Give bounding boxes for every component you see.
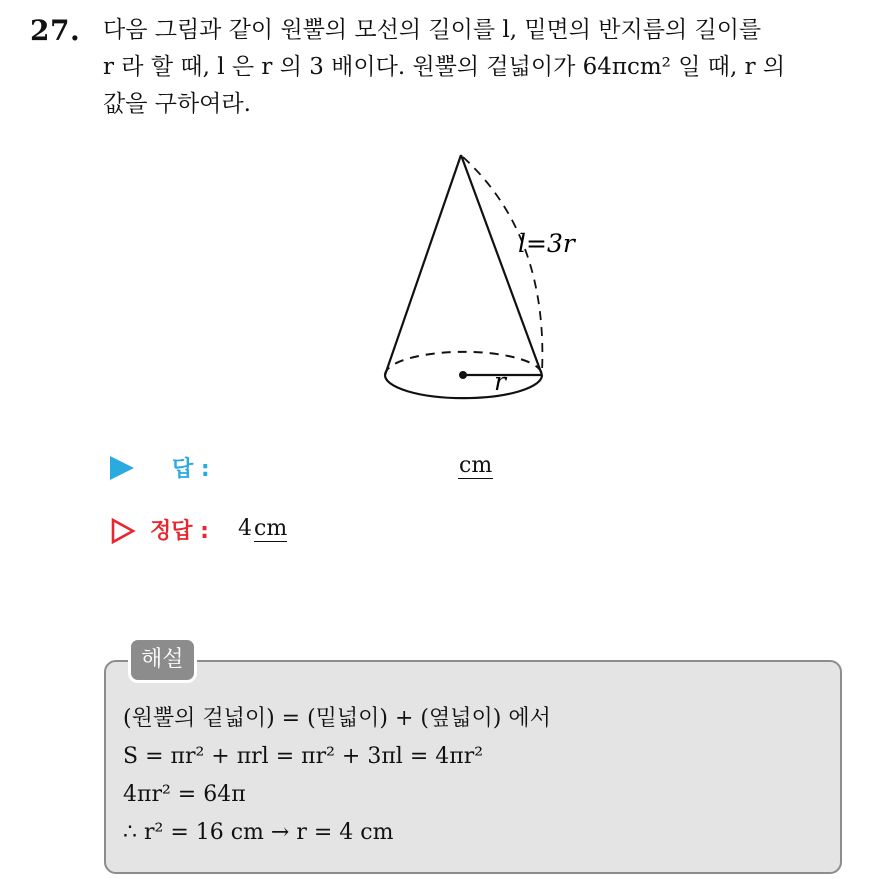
question-line-1: 다음 그림과 같이 원뿔의 모선의 길이를 l, 밑면의 반지름의 길이를 [103, 17, 762, 43]
correct-unit: cm [254, 516, 288, 541]
correct-label: 정답 : [150, 519, 209, 544]
solution-line-4: ∴ r² = 16 cm → r = 4 cm [123, 820, 394, 845]
solution-line-2: S = πr² + πrl = πr² + 3πl = 4πr² [123, 744, 484, 769]
question-number: 27. [30, 14, 81, 47]
solution-line-3: 4πr² = 64π [123, 782, 246, 807]
solution-tag: 해설 [128, 637, 197, 683]
correct-value [238, 516, 287, 542]
outline-triangle-icon [110, 517, 136, 545]
answer-blank[interactable]: cm [459, 453, 493, 478]
cone-left-edge [385, 155, 461, 375]
answer-label: 답 : [172, 457, 210, 482]
slant-height-label: l=3r [518, 229, 575, 258]
solution-lines [123, 700, 551, 852]
solution-line-1: (원뿔의 겉넓이) = (밑넓이) + (옆넓이) 에서 [123, 706, 551, 731]
correct-number: 4 [238, 516, 252, 541]
play-triangle-icon [110, 456, 134, 480]
answer-row [110, 452, 530, 486]
slant-height-arc [463, 157, 542, 372]
cone-figure [370, 140, 600, 415]
question-line-3: 값을 구하여라. [103, 91, 251, 117]
question-text [103, 12, 873, 123]
question-line-2: r 라 할 때, l 은 r 의 3 배이다. 원뿔의 겉넓이가 64πcm² 일 때, r 의 [103, 54, 786, 80]
radius-label: r [494, 367, 506, 396]
correct-answer-row [110, 514, 410, 548]
